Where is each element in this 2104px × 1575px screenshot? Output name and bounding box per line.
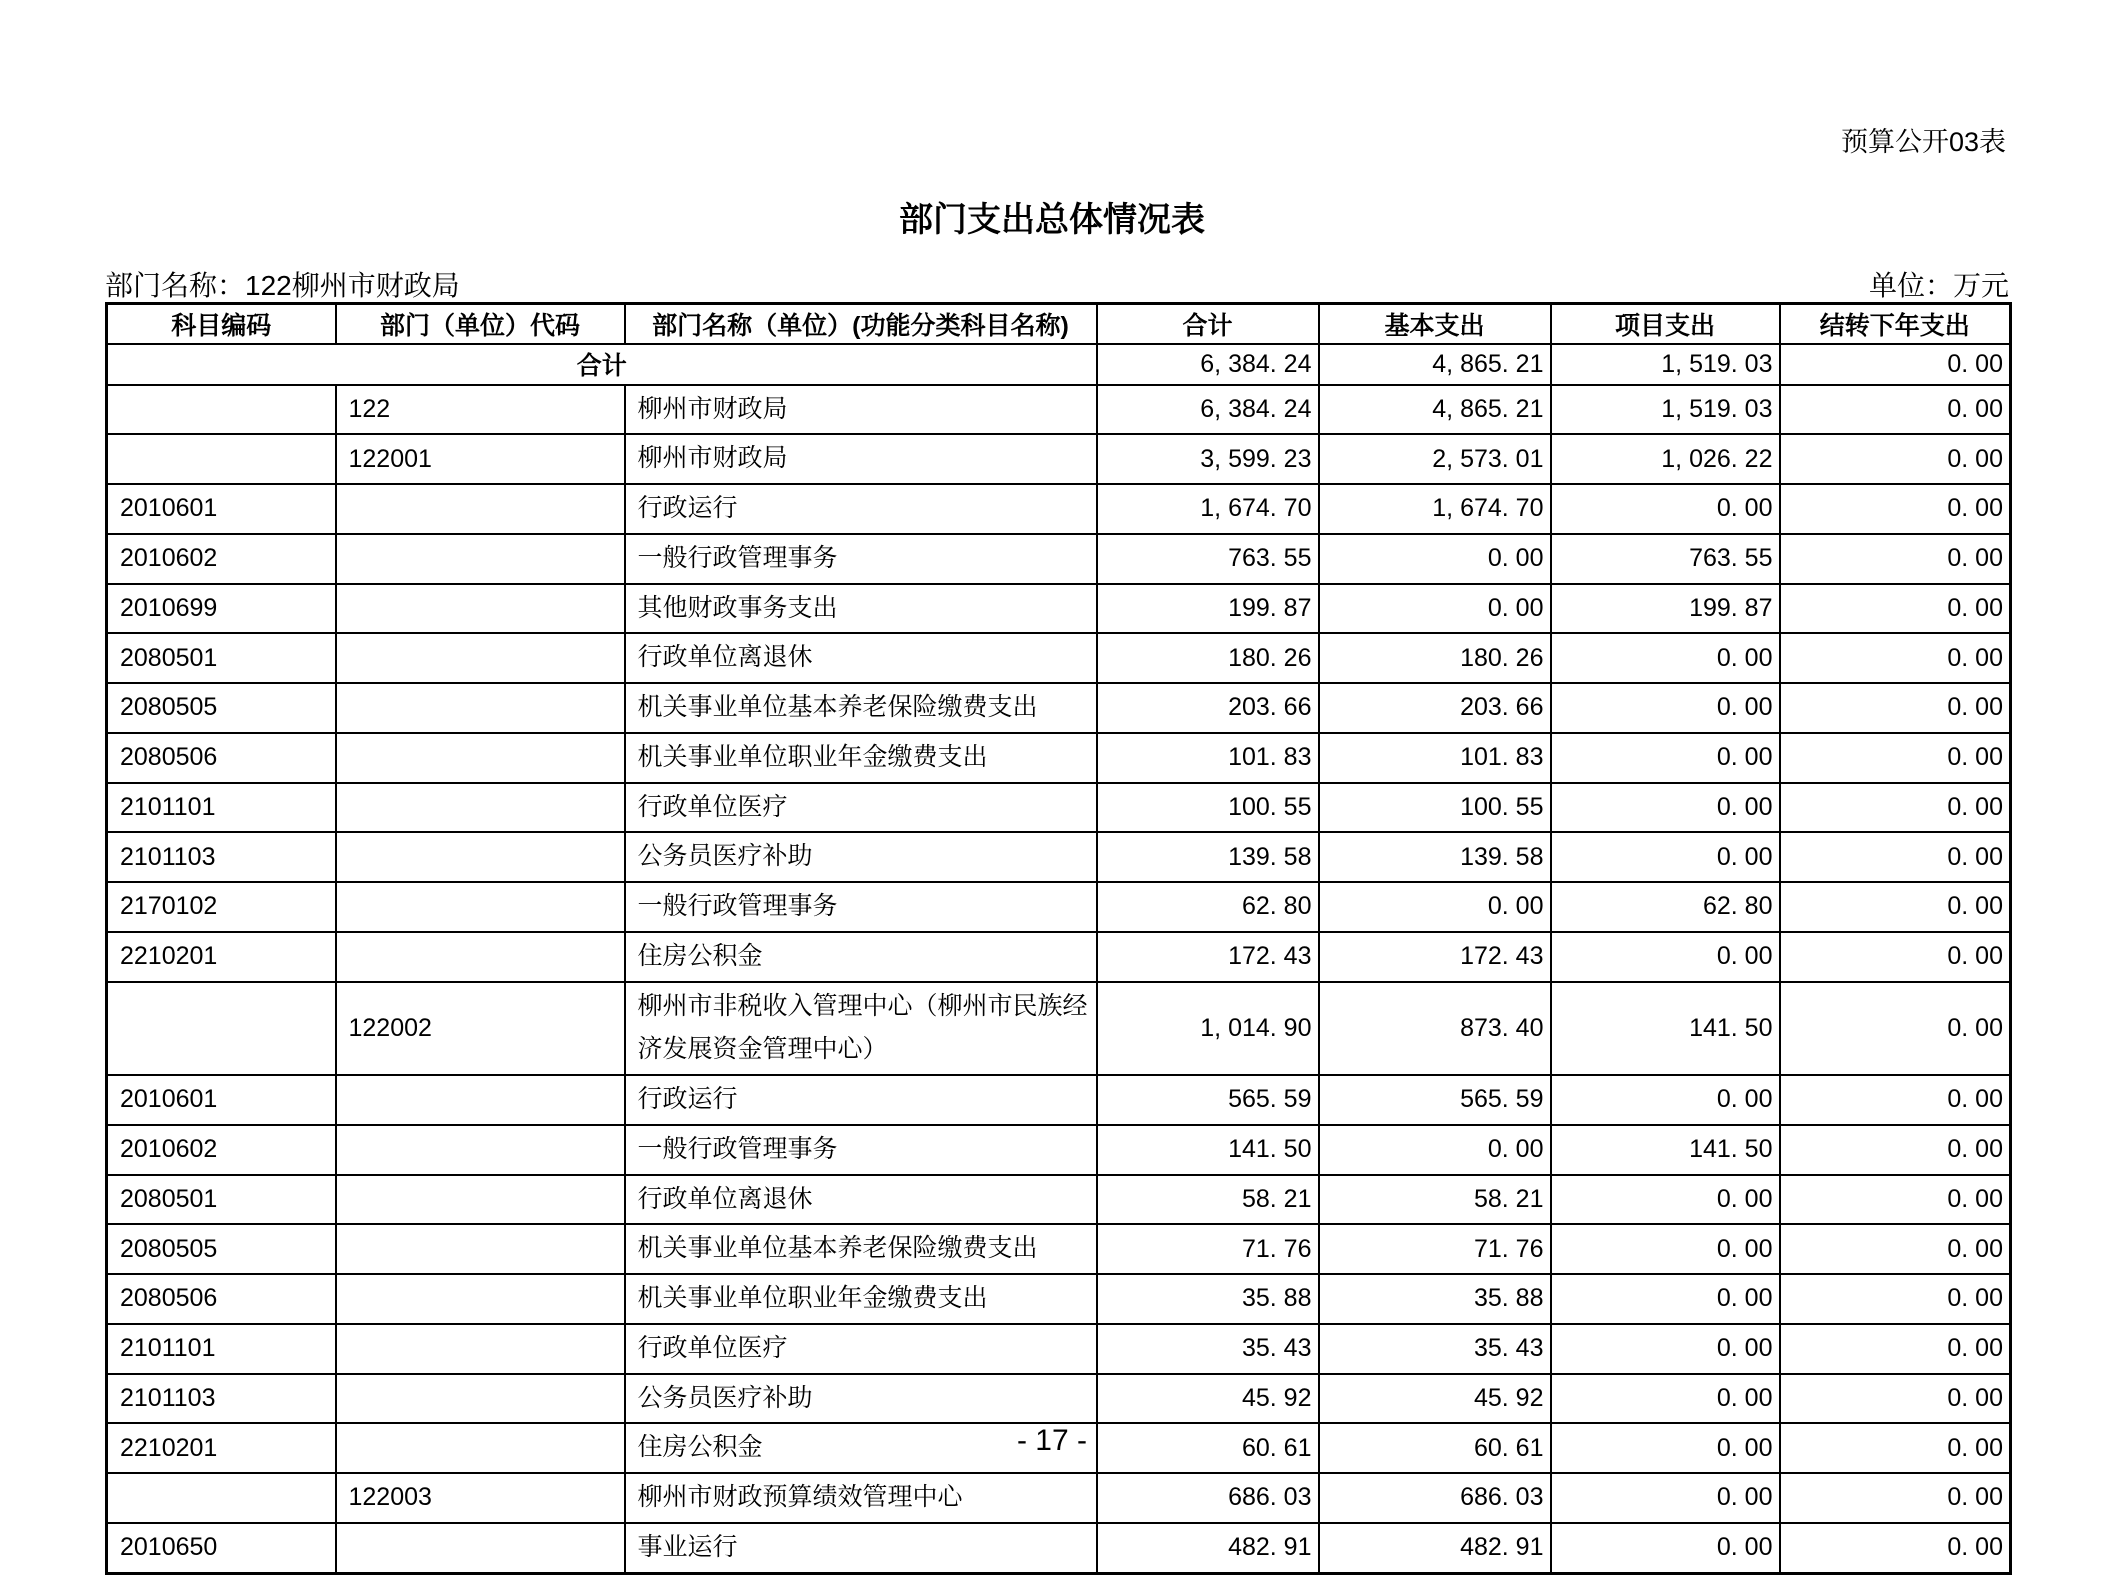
basic-expenditure-cell: 0. 00 bbox=[1319, 584, 1551, 634]
project-expenditure-cell: 62. 80 bbox=[1551, 882, 1780, 932]
carryover-expenditure-cell: 0. 00 bbox=[1780, 683, 2011, 733]
project-expenditure-cell: 141. 50 bbox=[1551, 982, 1780, 1076]
table-total-row bbox=[107, 344, 2011, 385]
table-row bbox=[107, 1075, 2011, 1125]
dept-name-cell: 柳州市非税收入管理中心（柳州市民族经济发展资金管理中心） bbox=[625, 982, 1097, 1076]
project-expenditure-cell: 0. 00 bbox=[1551, 1274, 1780, 1324]
project-expenditure-cell: 1, 026. 22 bbox=[1551, 434, 1780, 484]
project-expenditure-cell: 0. 00 bbox=[1551, 633, 1780, 683]
subject-code-cell: 2101101 bbox=[107, 1324, 336, 1374]
total-cell: 180. 26 bbox=[1097, 633, 1319, 683]
basic-expenditure-cell: 482. 91 bbox=[1319, 1523, 1551, 1573]
basic-expenditure-cell: 35. 88 bbox=[1319, 1274, 1551, 1324]
basic-expenditure-cell: 0. 00 bbox=[1319, 534, 1551, 584]
carryover-expenditure-cell: 0. 00 bbox=[1780, 385, 2011, 435]
project-expenditure-cell: 0. 00 bbox=[1551, 1224, 1780, 1274]
dept-name-cell: 其他财政事务支出 bbox=[625, 584, 1097, 634]
table-row bbox=[107, 932, 2011, 982]
department-name-label: 部门名称：122柳州市财政局 bbox=[105, 270, 460, 301]
total-cell: 565. 59 bbox=[1097, 1075, 1319, 1125]
total-cell: 45. 92 bbox=[1097, 1374, 1319, 1424]
carryover-expenditure-cell: 0. 00 bbox=[1780, 832, 2011, 882]
header-project-expenditure: 项目支出 bbox=[1551, 304, 1780, 344]
basic-expenditure-cell: 203. 66 bbox=[1319, 683, 1551, 733]
total-cell: 482. 91 bbox=[1097, 1523, 1319, 1573]
carryover-expenditure-cell: 0. 00 bbox=[1780, 344, 2011, 385]
dept-code-cell bbox=[336, 1374, 625, 1424]
total-cell: 71. 76 bbox=[1097, 1224, 1319, 1274]
basic-expenditure-cell: 4, 865. 21 bbox=[1319, 385, 1551, 435]
dept-code-cell bbox=[336, 1175, 625, 1225]
total-cell: 60. 61 bbox=[1097, 1423, 1319, 1473]
project-expenditure-cell: 0. 00 bbox=[1551, 1423, 1780, 1473]
dept-name-cell: 事业运行 bbox=[625, 1523, 1097, 1573]
header-total: 合计 bbox=[1097, 304, 1319, 344]
subject-code-cell: 2080501 bbox=[107, 1175, 336, 1225]
basic-expenditure-cell: 1, 674. 70 bbox=[1319, 484, 1551, 534]
header-basic-expenditure: 基本支出 bbox=[1319, 304, 1551, 344]
dept-name-cell: 柳州市财政局 bbox=[625, 385, 1097, 435]
table-row bbox=[107, 1523, 2011, 1573]
dept-code-cell bbox=[336, 534, 625, 584]
dept-code-cell: 122003 bbox=[336, 1473, 625, 1523]
total-cell: 35. 43 bbox=[1097, 1324, 1319, 1374]
project-expenditure-cell: 0. 00 bbox=[1551, 832, 1780, 882]
dept-code-cell bbox=[336, 1324, 625, 1374]
project-expenditure-cell: 0. 00 bbox=[1551, 1523, 1780, 1573]
dept-name-cell: 一般行政管理事务 bbox=[625, 1125, 1097, 1175]
dept-name-cell: 公务员医疗补助 bbox=[625, 1374, 1097, 1424]
carryover-expenditure-cell: 0. 00 bbox=[1780, 484, 2011, 534]
dept-code-cell bbox=[336, 1075, 625, 1125]
project-expenditure-cell: 141. 50 bbox=[1551, 1125, 1780, 1175]
total-cell: 100. 55 bbox=[1097, 783, 1319, 833]
dept-code-cell: 122 bbox=[336, 385, 625, 435]
page-number: - 17 - bbox=[1016, 1424, 1088, 1457]
table-row bbox=[107, 633, 2011, 683]
table-row bbox=[107, 1274, 2011, 1324]
table-body bbox=[107, 344, 2011, 1574]
total-cell: 763. 55 bbox=[1097, 534, 1319, 584]
table-row bbox=[107, 683, 2011, 733]
dept-name-cell: 住房公积金 bbox=[625, 1423, 1097, 1473]
basic-expenditure-cell: 139. 58 bbox=[1319, 832, 1551, 882]
basic-expenditure-cell: 4, 865. 21 bbox=[1319, 344, 1551, 385]
basic-expenditure-cell: 101. 83 bbox=[1319, 733, 1551, 783]
dept-code-cell bbox=[336, 1274, 625, 1324]
dept-code-cell bbox=[336, 683, 625, 733]
subject-code-cell: 2080505 bbox=[107, 683, 336, 733]
subject-code-cell: 2101103 bbox=[107, 832, 336, 882]
dept-name-cell: 住房公积金 bbox=[625, 932, 1097, 982]
basic-expenditure-cell: 172. 43 bbox=[1319, 932, 1551, 982]
total-cell: 172. 43 bbox=[1097, 932, 1319, 982]
project-expenditure-cell: 0. 00 bbox=[1551, 1374, 1780, 1424]
project-expenditure-cell: 0. 00 bbox=[1551, 733, 1780, 783]
subject-code-cell: 2010602 bbox=[107, 1125, 336, 1175]
header-carryover-expenditure: 结转下年支出 bbox=[1780, 304, 2011, 344]
total-cell: 35. 88 bbox=[1097, 1274, 1319, 1324]
header-dept-name: 部门名称（单位）(功能分类科目名称) bbox=[625, 304, 1097, 344]
carryover-expenditure-cell: 0. 00 bbox=[1780, 1224, 2011, 1274]
total-cell: 141. 50 bbox=[1097, 1125, 1319, 1175]
total-cell: 686. 03 bbox=[1097, 1473, 1319, 1523]
dept-name-cell: 机关事业单位基本养老保险缴费支出 bbox=[625, 1224, 1097, 1274]
dept-name-cell: 一般行政管理事务 bbox=[625, 534, 1097, 584]
carryover-expenditure-cell: 0. 00 bbox=[1780, 932, 2011, 982]
table-row bbox=[107, 1175, 2011, 1225]
project-expenditure-cell: 0. 00 bbox=[1551, 932, 1780, 982]
table-row bbox=[107, 832, 2011, 882]
table-meta-row bbox=[105, 264, 2009, 304]
carryover-expenditure-cell: 0. 00 bbox=[1780, 1324, 2011, 1374]
carryover-expenditure-cell: 0. 00 bbox=[1780, 1075, 2011, 1125]
project-expenditure-cell: 1, 519. 03 bbox=[1551, 385, 1780, 435]
carryover-expenditure-cell: 0. 00 bbox=[1780, 534, 2011, 584]
dept-name-cell: 公务员医疗补助 bbox=[625, 832, 1097, 882]
total-cell: 199. 87 bbox=[1097, 584, 1319, 634]
subject-code-cell: 2101103 bbox=[107, 1374, 336, 1424]
dept-code-cell bbox=[336, 733, 625, 783]
dept-code-cell bbox=[336, 1523, 625, 1573]
subject-code-cell bbox=[107, 982, 336, 1076]
subject-code-cell: 2010601 bbox=[107, 484, 336, 534]
total-cell: 3, 599. 23 bbox=[1097, 434, 1319, 484]
project-expenditure-cell: 199. 87 bbox=[1551, 584, 1780, 634]
table-row bbox=[107, 733, 2011, 783]
project-expenditure-cell: 0. 00 bbox=[1551, 1473, 1780, 1523]
page-title: 部门支出总体情况表 bbox=[899, 201, 1205, 239]
carryover-expenditure-cell: 0. 00 bbox=[1780, 1473, 2011, 1523]
carryover-expenditure-cell: 0. 00 bbox=[1780, 1274, 2011, 1324]
project-expenditure-cell: 1, 519. 03 bbox=[1551, 344, 1780, 385]
carryover-expenditure-cell: 0. 00 bbox=[1780, 882, 2011, 932]
dept-name-cell: 行政运行 bbox=[625, 1075, 1097, 1125]
dept-name-cell: 机关事业单位职业年金缴费支出 bbox=[625, 1274, 1097, 1324]
project-expenditure-cell: 0. 00 bbox=[1551, 1175, 1780, 1225]
subject-code-cell: 2010601 bbox=[107, 1075, 336, 1125]
dept-name-cell: 柳州市财政预算绩效管理中心 bbox=[625, 1473, 1097, 1523]
table-row bbox=[107, 484, 2011, 534]
dept-code-cell bbox=[336, 1224, 625, 1274]
subject-code-cell: 2101101 bbox=[107, 783, 336, 833]
subject-code-cell: 2010650 bbox=[107, 1523, 336, 1573]
subject-code-cell: 2080506 bbox=[107, 1274, 336, 1324]
basic-expenditure-cell: 58. 21 bbox=[1319, 1175, 1551, 1225]
table-row bbox=[107, 434, 2011, 484]
total-cell: 1, 014. 90 bbox=[1097, 982, 1319, 1076]
basic-expenditure-cell: 100. 55 bbox=[1319, 783, 1551, 833]
dept-name-cell: 行政运行 bbox=[625, 484, 1097, 534]
subject-code-cell: 2080501 bbox=[107, 633, 336, 683]
total-cell: 6, 384. 24 bbox=[1097, 344, 1319, 385]
table-row bbox=[107, 1473, 2011, 1523]
basic-expenditure-cell: 71. 76 bbox=[1319, 1224, 1551, 1274]
basic-expenditure-cell: 45. 92 bbox=[1319, 1374, 1551, 1424]
subject-code-cell: 2010602 bbox=[107, 534, 336, 584]
total-cell: 139. 58 bbox=[1097, 832, 1319, 882]
dept-name-cell: 一般行政管理事务 bbox=[625, 882, 1097, 932]
carryover-expenditure-cell: 0. 00 bbox=[1780, 1423, 2011, 1473]
basic-expenditure-cell: 60. 61 bbox=[1319, 1423, 1551, 1473]
project-expenditure-cell: 0. 00 bbox=[1551, 1075, 1780, 1125]
total-cell: 62. 80 bbox=[1097, 882, 1319, 932]
dept-code-cell bbox=[336, 484, 625, 534]
dept-name-cell: 行政单位医疗 bbox=[625, 1324, 1097, 1374]
unit-label: 单位：万元 bbox=[1868, 270, 2009, 301]
basic-expenditure-cell: 180. 26 bbox=[1319, 633, 1551, 683]
dept-code-cell bbox=[336, 783, 625, 833]
carryover-expenditure-cell: 0. 00 bbox=[1780, 1125, 2011, 1175]
subject-code-cell bbox=[107, 385, 336, 435]
doc-number-label: 预算公开03表 bbox=[1840, 127, 2006, 157]
dept-name-cell: 机关事业单位职业年金缴费支出 bbox=[625, 733, 1097, 783]
table-row bbox=[107, 385, 2011, 435]
header-dept-code: 部门（单位）代码 bbox=[336, 304, 625, 344]
dept-code-cell bbox=[336, 584, 625, 634]
subject-code-cell: 2080506 bbox=[107, 733, 336, 783]
carryover-expenditure-cell: 0. 00 bbox=[1780, 1374, 2011, 1424]
dept-code-cell bbox=[336, 882, 625, 932]
carryover-expenditure-cell: 0. 00 bbox=[1780, 733, 2011, 783]
basic-expenditure-cell: 873. 40 bbox=[1319, 982, 1551, 1076]
subject-code-cell bbox=[107, 434, 336, 484]
table-header-row bbox=[107, 304, 2011, 344]
table-header bbox=[107, 304, 2011, 344]
basic-expenditure-cell: 565. 59 bbox=[1319, 1075, 1551, 1125]
subject-code-cell: 2210201 bbox=[107, 932, 336, 982]
total-cell: 1, 674. 70 bbox=[1097, 484, 1319, 534]
table-row bbox=[107, 1125, 2011, 1175]
basic-expenditure-cell: 686. 03 bbox=[1319, 1473, 1551, 1523]
basic-expenditure-cell: 2, 573. 01 bbox=[1319, 434, 1551, 484]
project-expenditure-cell: 0. 00 bbox=[1551, 683, 1780, 733]
basic-expenditure-cell: 35. 43 bbox=[1319, 1324, 1551, 1374]
total-cell: 203. 66 bbox=[1097, 683, 1319, 733]
carryover-expenditure-cell: 0. 00 bbox=[1780, 633, 2011, 683]
dept-code-cell bbox=[336, 832, 625, 882]
basic-expenditure-cell: 0. 00 bbox=[1319, 882, 1551, 932]
carryover-expenditure-cell: 0. 00 bbox=[1780, 783, 2011, 833]
project-expenditure-cell: 0. 00 bbox=[1551, 783, 1780, 833]
dept-code-cell bbox=[336, 633, 625, 683]
table-row bbox=[107, 783, 2011, 833]
table-row bbox=[107, 1224, 2011, 1274]
header-subject-code: 科目编码 bbox=[107, 304, 336, 344]
dept-name-cell: 行政单位离退休 bbox=[625, 633, 1097, 683]
carryover-expenditure-cell: 0. 00 bbox=[1780, 1175, 2011, 1225]
dept-code-cell bbox=[336, 932, 625, 982]
total-label-cell: 合计 bbox=[107, 344, 1097, 385]
dept-name-cell: 机关事业单位基本养老保险缴费支出 bbox=[625, 683, 1097, 733]
carryover-expenditure-cell: 0. 00 bbox=[1780, 982, 2011, 1076]
table-row bbox=[107, 1324, 2011, 1374]
dept-code-cell: 122001 bbox=[336, 434, 625, 484]
table-row bbox=[107, 1374, 2011, 1424]
carryover-expenditure-cell: 0. 00 bbox=[1780, 584, 2011, 634]
table-row bbox=[107, 534, 2011, 584]
project-expenditure-cell: 0. 00 bbox=[1551, 484, 1780, 534]
expenditure-table bbox=[105, 302, 2012, 1575]
subject-code-cell: 2170102 bbox=[107, 882, 336, 932]
dept-name-cell: 柳州市财政局 bbox=[625, 434, 1097, 484]
table-row bbox=[107, 882, 2011, 932]
dept-name-cell: 行政单位离退休 bbox=[625, 1175, 1097, 1225]
subject-code-cell bbox=[107, 1473, 336, 1523]
total-cell: 6, 384. 24 bbox=[1097, 385, 1319, 435]
table-row bbox=[107, 584, 2011, 634]
carryover-expenditure-cell: 0. 00 bbox=[1780, 1523, 2011, 1573]
carryover-expenditure-cell: 0. 00 bbox=[1780, 434, 2011, 484]
project-expenditure-cell: 0. 00 bbox=[1551, 1324, 1780, 1374]
table-row bbox=[107, 982, 2011, 1076]
subject-code-cell: 2210201 bbox=[107, 1423, 336, 1473]
subject-code-cell: 2010699 bbox=[107, 584, 336, 634]
total-cell: 101. 83 bbox=[1097, 733, 1319, 783]
basic-expenditure-cell: 0. 00 bbox=[1319, 1125, 1551, 1175]
project-expenditure-cell: 763. 55 bbox=[1551, 534, 1780, 584]
dept-code-cell bbox=[336, 1125, 625, 1175]
total-cell: 58. 21 bbox=[1097, 1175, 1319, 1225]
subject-code-cell: 2080505 bbox=[107, 1224, 336, 1274]
dept-code-cell: 122002 bbox=[336, 982, 625, 1076]
dept-name-cell: 行政单位医疗 bbox=[625, 783, 1097, 833]
